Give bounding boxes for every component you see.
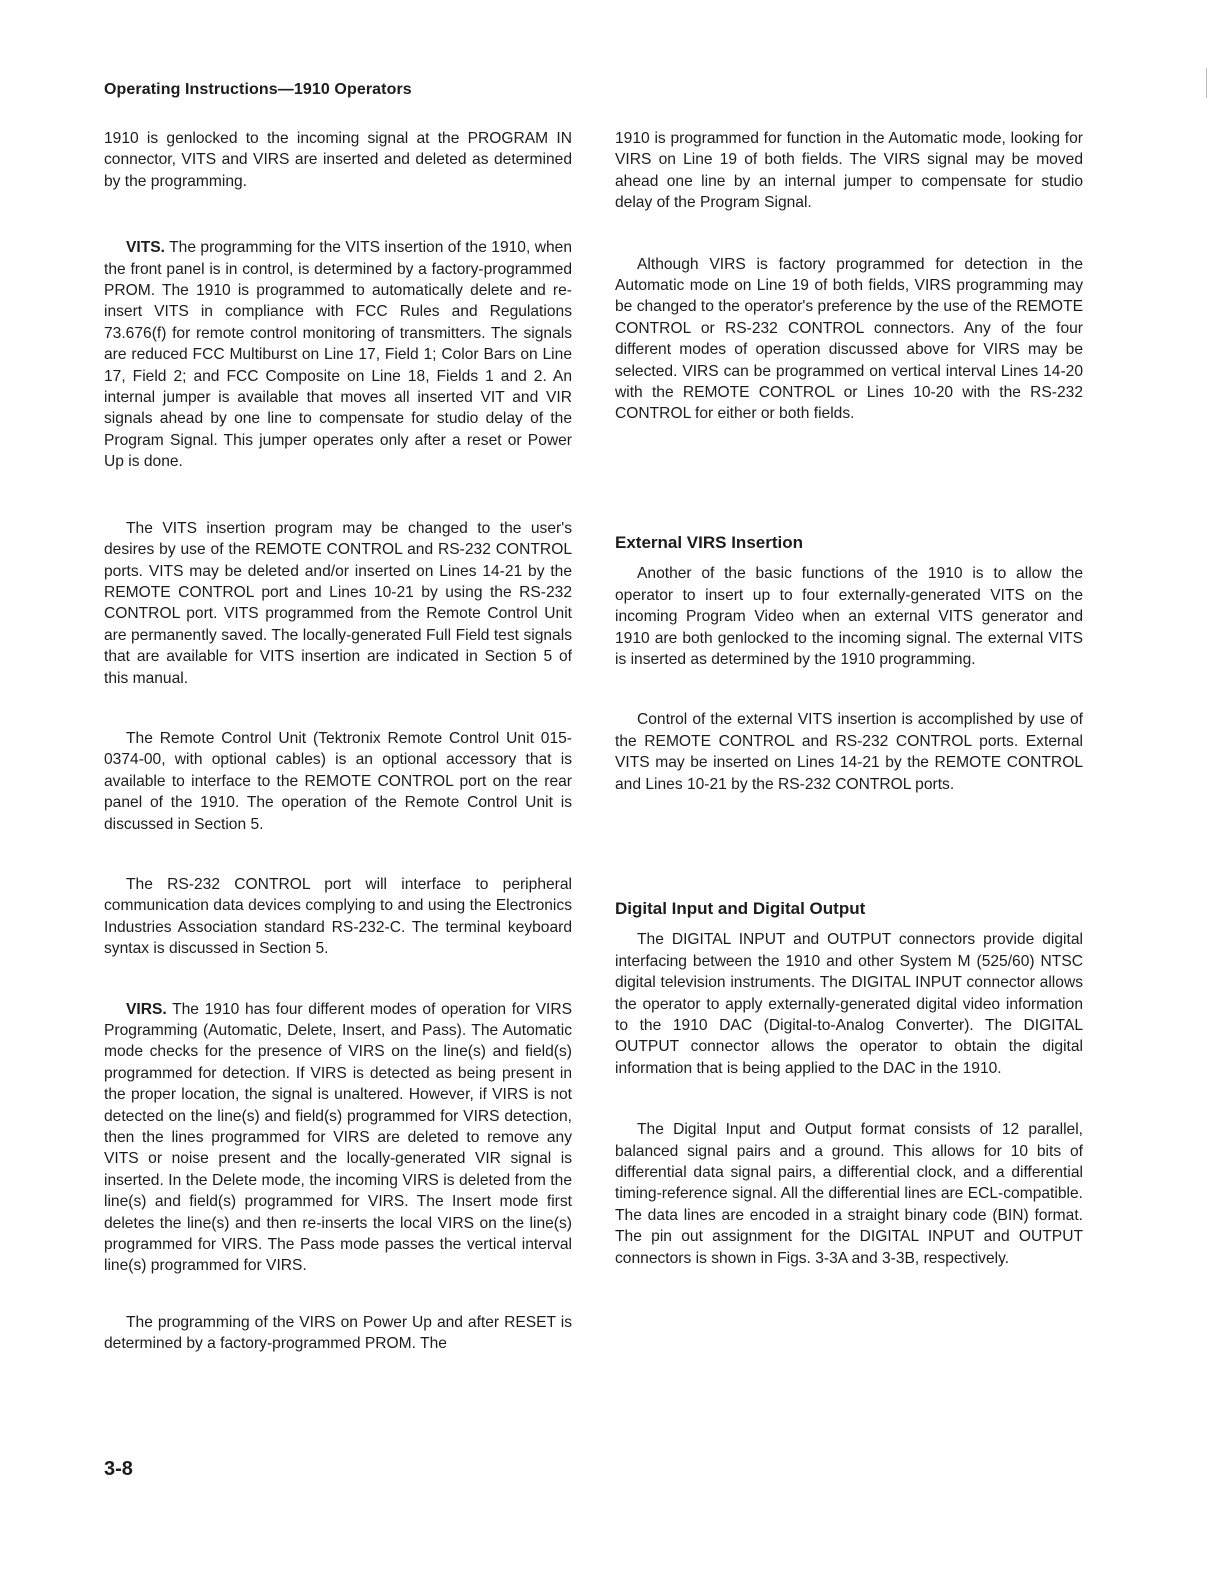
edge-mark [1206, 68, 1207, 98]
paragraph-digital-format: The Digital Input and Output format consists of 12 parallel, balanced signal pairs and a ground. This allows for 10 bits of differential data signal pairs, a differential clock, and a differential timing-reference signal. All the differential lines are ECL-compatible. The data lines are encoded in a straight binary code (BIN) format. The pin out assignment for the DIGITAL INPUT and OUTPUT connectors is shown in Figs. 3-3A and 3-3B, respectively. [615, 1121, 1083, 1267]
page-header: Operating Instructions—1910 Operators [104, 81, 412, 98]
paragraph-automatic-mode: 1910 is programmed for function in the Automatic mode, looking for VIRS on Line 19 of both fields. The VIRS signal may be moved ahead one line by an internal jumper to compensate for studio delay of the Program Signal. [615, 130, 1083, 212]
vits-body: The programming for the VITS insertion of the 1910, when the front panel is in control, is determined by a factory-programmed PROM. The 1910 is programmed to automatically delete and re-insert VITS in compliance with FCC Rules and Regulations 73.676(f) for remote control monitoring of transmitters. The signals are reduced FCC Multiburst on Line 17, Field 1; Color Bars on Line 17, Field 2; and FCC Composite on Line 18, Fields 1 and 2. An internal jumper is available that moves all inserted VIT and VIR signals ahead by one line to compensate for studio delay of the Program Signal. This jumper operates only after a reset or Power Up is done. [104, 239, 572, 471]
paragraph-genlock: 1910 is genlocked to the incoming signal at the PROGRAM IN connector, VITS and VIRS are inserted and deleted as determined by the programming. [104, 130, 572, 190]
paragraph-digital-connectors: The DIGITAL INPUT and OUTPUT connectors provide digital interfacing between the 1910 and other System M (525/60) NTSC digital television instruments. The DIGITAL INPUT connector allows the operator to apply externally-generated digital video information to the 1910 DAC (Digital-to-Analog Converter). The DIGITAL OUTPUT connector allows the operator to obtain the digital information that is being applied to the DAC in the 1910. [615, 931, 1083, 1077]
paragraph-external-vits: Another of the basic functions of the 1910 is to allow the operator to insert up to four externally-generated VITS on the incoming Program Video when an external VITS generator and 1910 are both genlocked to the incoming signal. The external VITS is inserted as determined by the 1910 programming. [615, 565, 1083, 668]
left-column [104, 128, 572, 1355]
heading-digital-input-output: Digital Input and Digital Output [615, 898, 866, 918]
virs-run-in-heading: VIRS. [126, 1000, 167, 1018]
paragraph-virs [104, 999, 572, 1277]
paragraph-rs232: The RS-232 CONTROL port will interface to peripheral communication data devices complying to and using the Electronics Industries Association standard RS-232-C. The terminal keyboard syntax is discussed in Section 5. [104, 875, 572, 958]
heading-external-virs-insertion: External VIRS Insertion [615, 532, 803, 552]
paragraph-remote-control-unit: The Remote Control Unit (Tektronix Remote Control Unit 015-0374-00, with optional cables) is an optional accessory that is available to interface to the REMOTE CONTROL port on the rear panel of the 1910. The operation of the Remote Control Unit is discussed in Section 5. [104, 729, 572, 833]
paragraph-vits [104, 237, 572, 472]
paragraph-external-vits-control: Control of the external VITS insertion is accomplished by use of the REMOTE CONTROL and RS-232 CONTROL ports. External VITS may be inserted on Lines 14-21 by the REMOTE CONTROL and Lines 10-21 by the RS-232 CONTROL ports. [615, 711, 1083, 793]
virs-body: The 1910 has four different modes of operation for VIRS Programming (Automatic, Delete, Insert, and Pass). The Automatic mode checks for the presence of VIRS on the line(s) and field(s) programmed for detection. If VIRS is detected as being present in the proper location, the signal is unaltered. However, if VIRS is not detected on the line(s) and field(s) programmed for VIRS detection, then the lines programmed for VIRS are deleted to remove any VITS or noise present and the locally-generated VIR signal is inserted. In the Delete mode, the incoming VIRS is deleted from the line(s) and field(s) programmed for VIRS. The Insert mode first deletes the line(s) and then re-inserts the local VIRS on the line(s) programmed for VIRS. The Pass mode passes the vertical interval line(s) programmed for VIRS. [104, 1000, 572, 1275]
right-column [615, 128, 1083, 1269]
paragraph-vits-program: The VITS insertion program may be changed to the user's desires by use of the REMOTE CONTROL and RS-232 CONTROL ports. VITS may be deleted and/or inserted on Lines 14-21 by the REMOTE CONTROL port and Lines 10-21 by using the RS-232 CONTROL port. VITS programmed from the Remote Control Unit are permanently saved. The locally-generated Full Field test signals that are available for VITS insertion are indicated in Section 5 of this manual. [104, 519, 572, 687]
vits-run-in-heading: VITS. [126, 239, 165, 257]
paragraph-virs-power-up: The programming of the VIRS on Power Up and after RESET is determined by a factory-programmed PROM. The [104, 1313, 572, 1353]
paragraph-virs-programming: Although VIRS is factory programmed for detection in the Automatic mode on Line 19 of both fields, VIRS programming may be changed to the operator's preference by the use of the REMOTE CONTROL or RS-232 CONTROL connectors. Any of the four different modes of operation discussed above for VIRS may be selected. VIRS can be programmed on vertical interval Lines 14-20 with the REMOTE CONTROL or Lines 10-20 with the RS-232 CONTROL for either or both fields. [615, 255, 1083, 423]
page-number: 3-8 [104, 1458, 133, 1480]
